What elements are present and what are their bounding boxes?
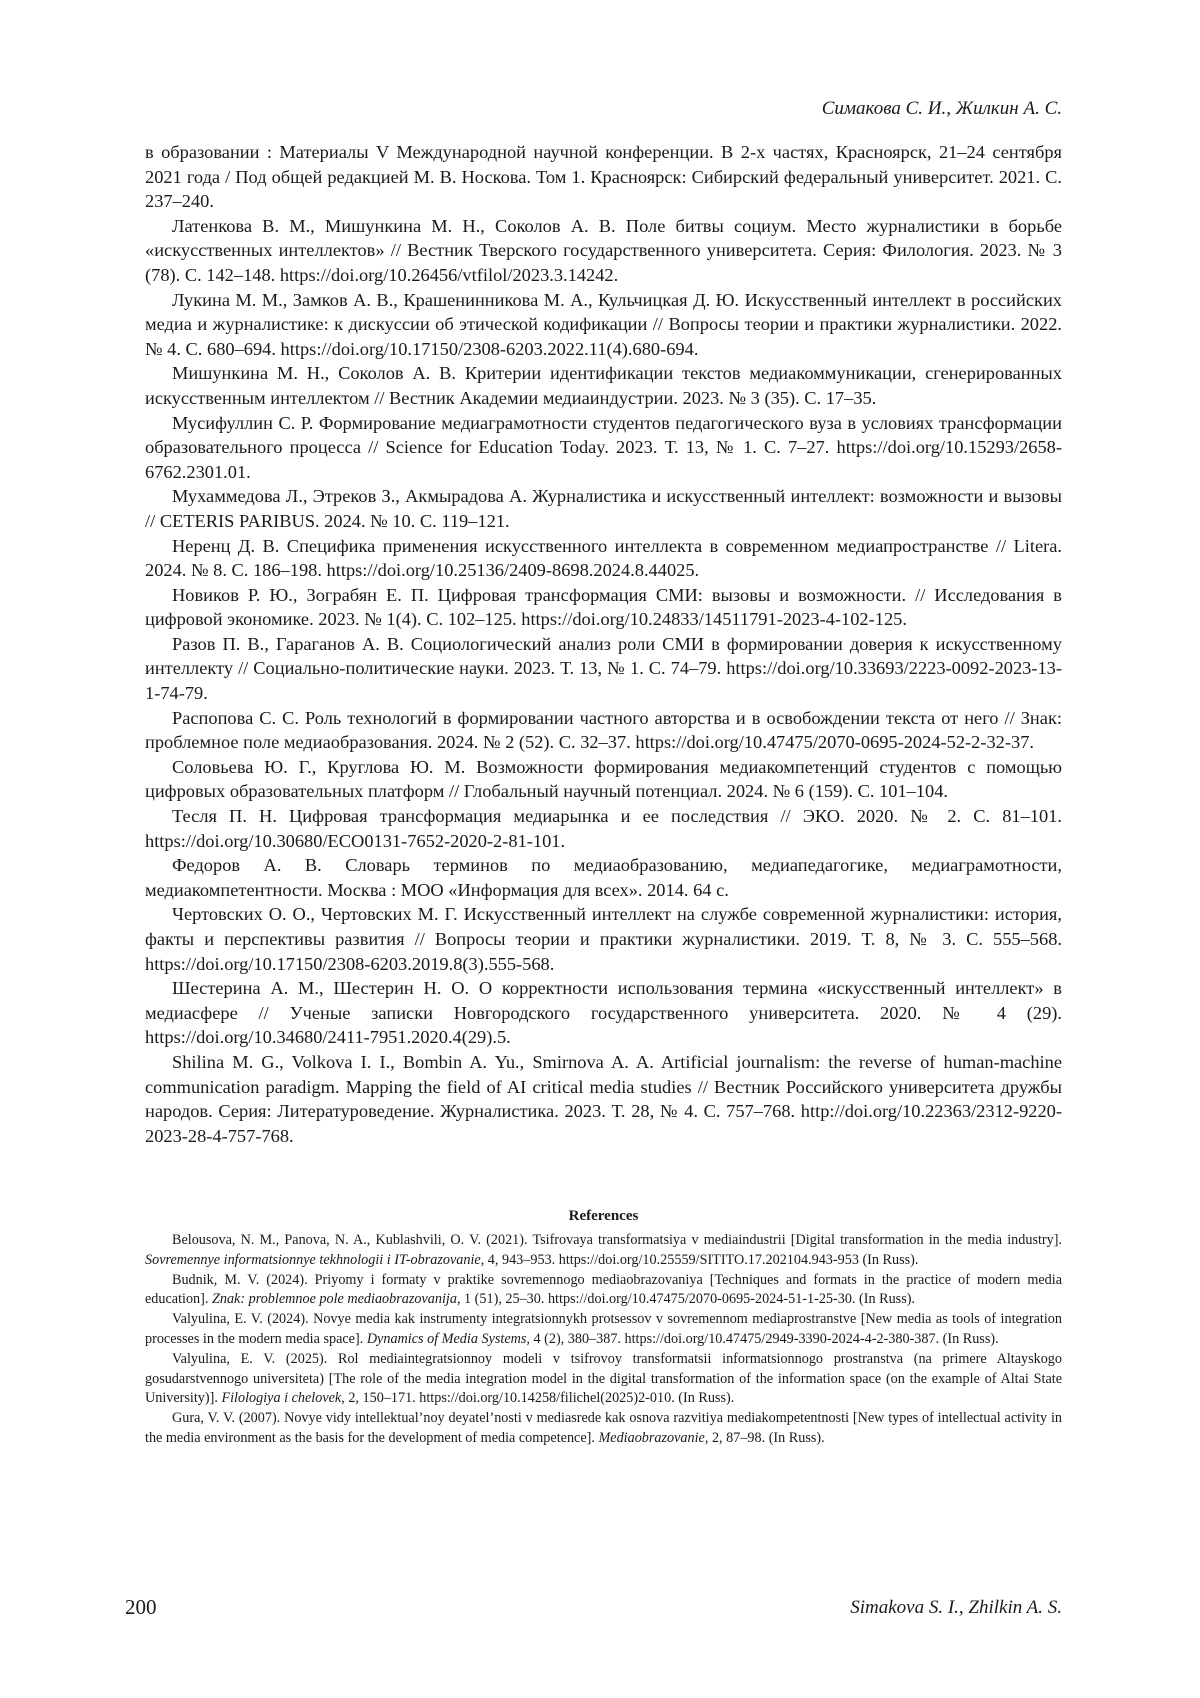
reference-text: Belousova, N. M., Panova, N. A., Kublashvili, O. V. (2021). Tsifrovaya transformatsiya v mediaindustrii [Digital transformation in the media industry]. [172, 1232, 1062, 1248]
reference-details: , 4, 943–953. https://doi.org/10.25559/SITITO.17.202104.943-953 (In Russ). [480, 1251, 919, 1268]
reference-details: , 4 (2), 380–387. https://doi.org/10.47475/2949-3390-2024-4-2-380-387. (In Russ). [526, 1330, 999, 1347]
reference-entry [145, 1271, 1062, 1311]
bibliography-entry: Тесля П. Н. Цифровая трансформация медиарынка и ее последствия // ЭКО. 2020. № 2. С. 81–101. https://doi.org/10.30680/ECO0131-7652-2020-2-81-101. [145, 806, 1062, 851]
reference-entry [145, 1231, 1062, 1271]
bibliography-entry: Шестерина А. М., Шестерин Н. О. О корректности использования термина «искусственный интеллект» в медиасфере // Ученые записки Новгородского государственного университета. 2020. № 4 (29). https://doi.org/10.34680/2411-7951.2020.4(29).5. [145, 978, 1062, 1048]
bibliography-entry: Мишункина М. Н., Соколов А. В. Критерии идентификации текстов медиакоммуникации, сгенерированных искусственным интеллектом // Вестник Академии медиаиндустрии. 2023. № 3 (35). С. 17–35. [145, 363, 1062, 408]
reference-entry [145, 1350, 1062, 1409]
references-heading: References [568, 1208, 639, 1224]
bibliography-entry: в образовании : Материалы V Международной научной конференции. В 2-х частях, Красноярск, 21–24 сентября 2021 года / Под общей редакцией М. В. Носкова. Том 1. Красноярск: Сибирский федеральный университет. 2021. С. 237–240. [145, 142, 1063, 212]
running-header: Симакова С. И., Жилкин А. С. [821, 98, 1062, 119]
reference-journal: Mediaobrazovanie [598, 1429, 705, 1446]
bibliography-entry: Соловьева Ю. Г., Круглова Ю. М. Возможности формирования медиакомпетенций студентов с помощью цифровых образовательных платформ // Глобальный научный потенциал. 2024. № 6 (159). С. 101–104. [145, 756, 1062, 802]
reference-details: , 1 (51), 25–30. https://doi.org/10.47475/2070-0695-2024-51-1-25-30. (In Russ). [456, 1291, 915, 1308]
reference-text: Valyulina, E. V. (2025). Rol mediaintegratsionnoy modeli v tsifrovoy transformatsii informatsionnogo prostranstva (na primere Altayskogo gosudarstvennogo universiteta) [The role of the media integration model in the digital transformation of the information space (on the example of Altai State University)]. [145, 1350, 1062, 1407]
reference-details: , 2, 150–171. https://doi.org/10.14258/filichel(2025)2-010. (In Russ). [341, 1390, 735, 1407]
reference-entry [145, 1310, 1062, 1350]
bibliography-entry: Чертовских О. О., Чертовских М. Г. Искусственный интеллект на службе современной журналистики: история, факты и перспективы развития // Вопросы теории и практики журналистики. 2019. Т. 8, № 3. С. 555–568. https://doi.org/10.17150/2308-6203.2019.8(3).555-568. [145, 904, 1062, 974]
bibliography-entry: Мусифуллин С. Р. Формирование медиаграмотности студентов педагогического вуза в условиях трансформации образовательного процесса // Science for Education Today. 2023. Т. 13, № 1. С. 7–27. https://doi.org/10.15293/2658-6762.2301.01. [145, 412, 1062, 482]
bibliography-list [145, 140, 1062, 1148]
bibliography-entry: Мухаммедова Л., Этреков З., Акмырадова А. Журналистика и искусственный интеллект: возможности и вызовы // CETERIS PARIBUS. 2024. № 10. С. 119–121. [145, 486, 1062, 531]
reference-text: Budnik, M. V. (2024). Priyomy i formaty v praktike sovremennogo mediaobrazovaniya [Techniques and formats in the practice of modern media education]. [145, 1271, 1062, 1308]
reference-journal: Filologiya i chelovek [221, 1390, 342, 1407]
reference-text: Valyulina, E. V. (2024). Novye media kak instrumenty integratsionnykh protsessov v sovremennom mediaprostranstve [New media as tools of integration processes in the modern media space]. [145, 1311, 1062, 1347]
page-number: 200 [125, 1595, 157, 1619]
references-list [145, 1231, 1062, 1449]
reference-journal: Znak: problemnoe pole mediaobrazovanija [211, 1291, 457, 1308]
reference-text: Gura, V. V. (2007). Novye vidy intellektual’noy deyatel’nosti v mediasrede kak osnova razvitiya mediakompetentnosti [New types of intellectual activity in the media environment as the basis for the development of media competence]. [145, 1410, 1062, 1446]
reference-journal: Sovremennye informatsionnye tekhnologii i IT-obrazovanie [145, 1251, 481, 1268]
bibliography-entry: Федоров А. В. Словарь терминов по медиаобразованию, медиапедагогике, медиаграмотности, медиакомпетентности. Москва : МОО «Информация для всех». 2014. 64 с. [145, 855, 1062, 900]
reference-journal: Dynamics of Media Systems [366, 1330, 527, 1347]
running-footer: Simakova S. I., Zhilkin A. S. [850, 1597, 1062, 1618]
bibliography-entry: Shilina M. G., Volkova I. I., Bombin A. Yu., Smirnova A. A. Artificial journalism: the reverse of human-machine communication paradigm. Mapping the field of AI critical media studies // Вестник Российского университета дружбы народов. Серия: Литературоведение. Журналистика. 2023. Т. 28, № 4. С. 757–768. http://doi.org/10.22363/2312-9220-2023-28-4-757-768. [145, 1051, 1062, 1146]
bibliography-entry: Лукина М. М., Замков А. В., Крашенинникова М. А., Кульчицкая Д. Ю. Искусственный интеллект в российских медиа и журналистике: к дискуссии об этической кодификации // Вопросы теории и практики журналистики. 2022. № 4. С. 680–694. https://doi.org/10.17150/2308-6203.2022.11(4).680-694. [145, 289, 1062, 359]
reference-entry [145, 1409, 1062, 1449]
reference-details: , 2, 87–98. (In Russ). [704, 1429, 825, 1446]
bibliography-entry: Латенкова В. М., Мишункина М. Н., Соколов А. В. Поле битвы социум. Место журналистики в борьбе «искусственных интеллектов» // Вестник Тверского государственного университета. Серия: Филология. 2023. № 3 (78). С. 142–148. https://doi.org/10.26456/vtfilol/2023.3.14242. [145, 215, 1062, 285]
bibliography-entry: Новиков Р. Ю., Зограбян Е. П. Цифровая трансформация СМИ: вызовы и возможности. // Исследования в цифровой экономике. 2023. № 1(4). С. 102–125. https://doi.org/10.24833/14511791-2023-4-102-125. [145, 584, 1062, 630]
bibliography-entry: Неренц Д. В. Специфика применения искусственного интеллекта в современном медиапространстве // Litera. 2024. № 8. С. 186–198. https://doi.org/10.25136/2409-8698.2024.8.44025. [145, 535, 1062, 581]
bibliography-entry: Распопова С. С. Роль технологий в формировании частного авторства и в освобождении текста от него // Знак: проблемное поле медиаобразования. 2024. № 2 (52). С. 32–37. https://doi.org/10.47475/2070-0695-2024-52-2-32-37. [145, 707, 1062, 753]
bibliography-entry: Разов П. В., Гараганов А. В. Социологический анализ роли СМИ в формировании доверия к искусственному интеллекту // Социально-политические науки. 2023. Т. 13, № 1. С. 74–79. https://doi.org/10.33693/2223-0092-2023-13-1-74-79. [145, 633, 1062, 704]
